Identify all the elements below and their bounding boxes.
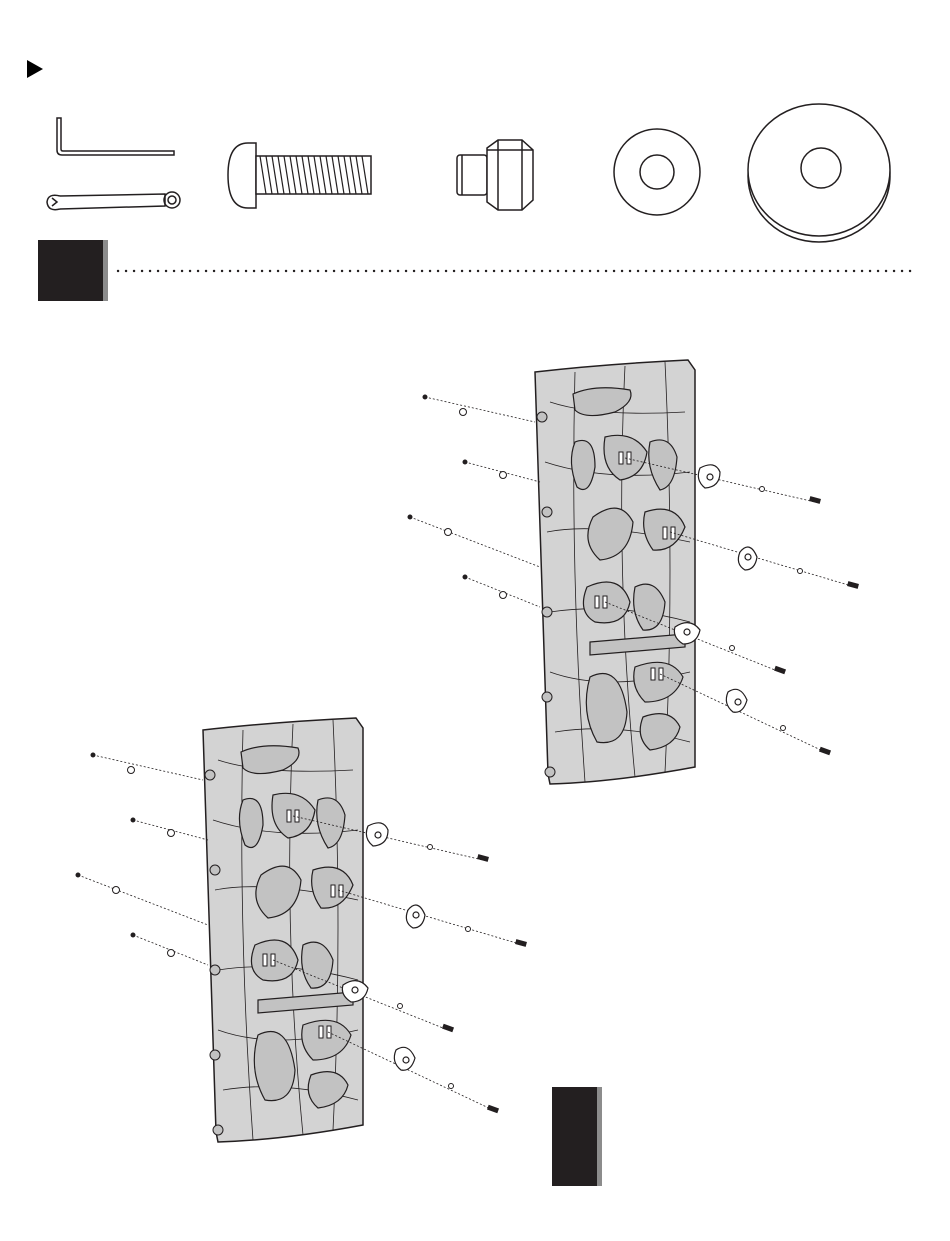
step-badge: [38, 240, 103, 301]
next-step-badge: [552, 1087, 597, 1186]
